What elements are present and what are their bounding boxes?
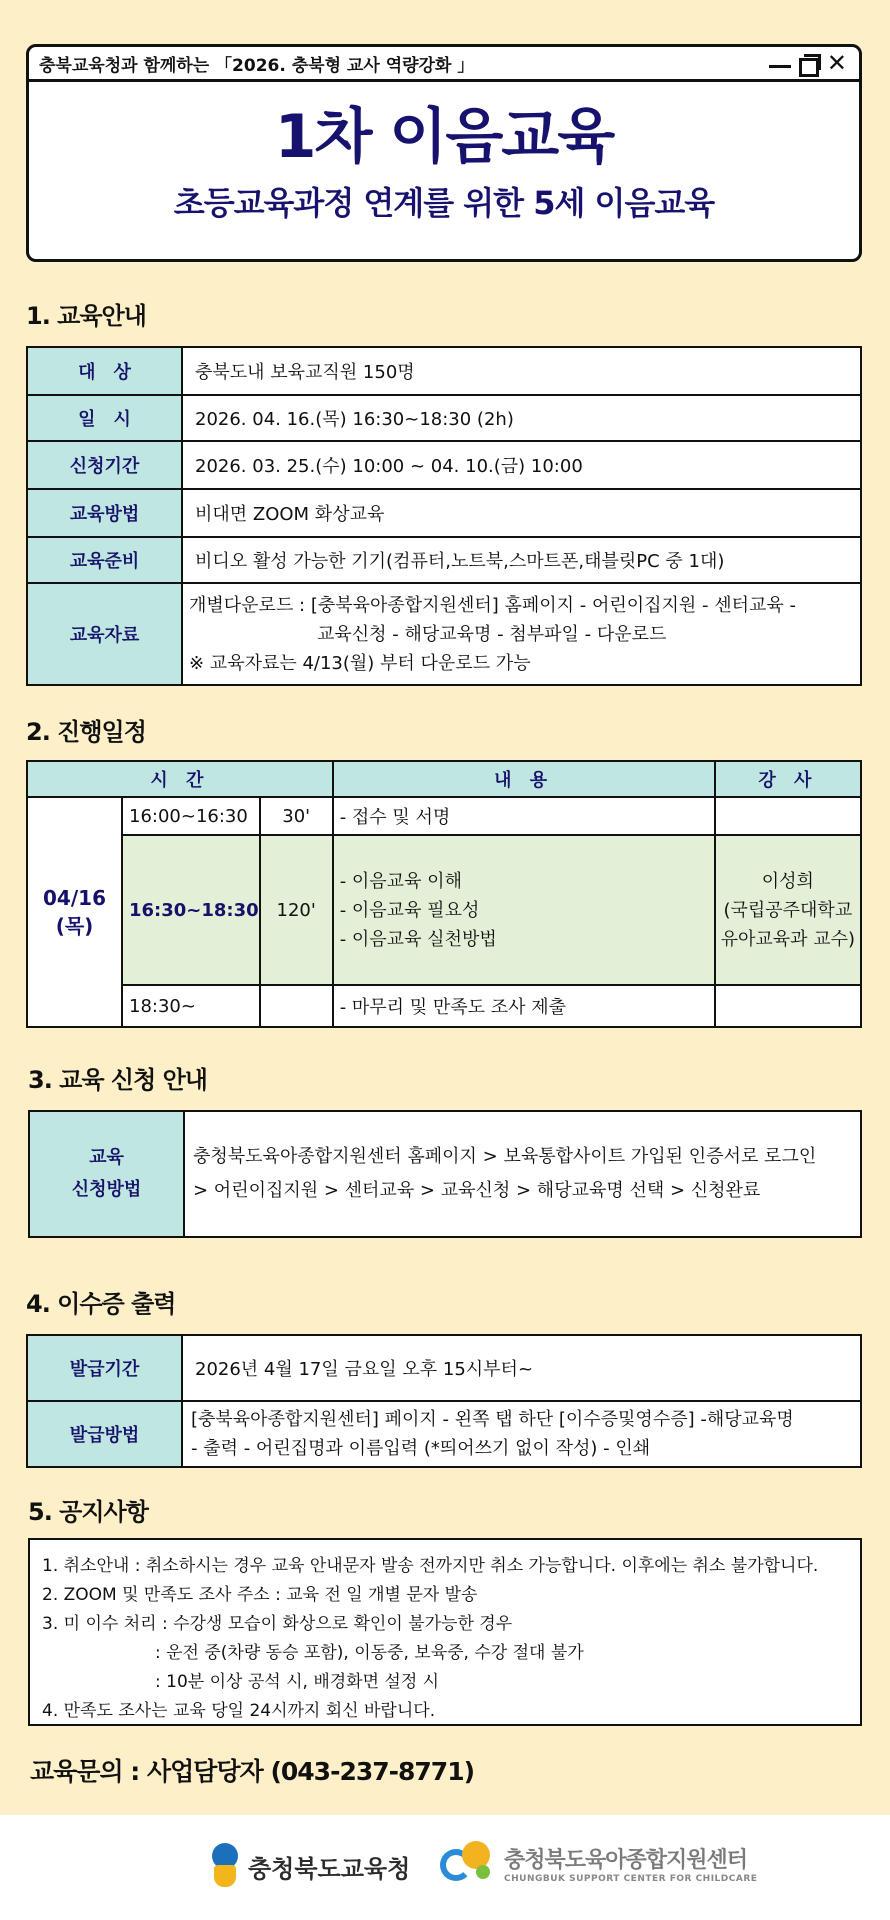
content-cell: - 마무리 및 만족도 조사 제출 bbox=[333, 985, 715, 1027]
notice-line: 1. 취소안내 : 취소하시는 경우 교육 안내문자 발송 전까지만 취소 가능합니다. 이후에는 취소 불가합니다. bbox=[42, 1556, 819, 1576]
table-row bbox=[27, 797, 861, 835]
table-row bbox=[27, 1401, 861, 1467]
section-heading-certificate: 4. 이수증 출력 bbox=[26, 1290, 176, 1318]
certificate-value bbox=[182, 1401, 861, 1467]
table-row bbox=[27, 395, 861, 441]
duration-cell: 120' bbox=[260, 835, 333, 985]
lecturer-name: 이성희 bbox=[761, 870, 814, 892]
material-line: 개별다운로드 : [충북육아종합지원센터] 홈페이지 - 어린이집지원 - 센터교육 - bbox=[189, 594, 797, 616]
time-cell: 16:00~16:30 bbox=[122, 797, 260, 835]
apply-step-line: 충청북도육아종합지원센터 홈페이지 > 보육통합사이트 가입된 인증서로 로그인 bbox=[193, 1146, 817, 1167]
day-value: (목) bbox=[55, 914, 94, 938]
apply-label-line: 교육 bbox=[89, 1147, 124, 1168]
maximize-icon bbox=[799, 54, 819, 72]
title-window bbox=[26, 44, 862, 262]
info-table bbox=[26, 346, 862, 686]
minimize-icon bbox=[769, 65, 791, 68]
childcare-center-logo bbox=[440, 1841, 757, 1885]
certificate-label: 발급기간 bbox=[27, 1335, 182, 1401]
certificate-method-line: - 출력 - 어린집명과 이름입력 (*띄어쓰기 없이 작성) - 인쇄 bbox=[191, 1438, 651, 1459]
education-office-emblem-icon bbox=[208, 1843, 242, 1889]
table-row bbox=[29, 1111, 861, 1237]
info-label: 일 시 bbox=[27, 395, 182, 441]
certificate-label: 발급방법 bbox=[27, 1401, 182, 1467]
content-cell: - 접수 및 서명 bbox=[333, 797, 715, 835]
window-controls bbox=[769, 49, 847, 77]
section-heading-apply: 3. 교육 신청 안내 bbox=[28, 1066, 207, 1094]
notice-line: : 운전 중(차량 동승 포함), 이동중, 보육중, 수강 절대 불가 bbox=[155, 1643, 584, 1663]
content-line: - 이음교육 실천방법 bbox=[339, 928, 497, 950]
info-label: 신청기간 bbox=[27, 441, 182, 489]
apply-table bbox=[28, 1110, 862, 1238]
info-value: 2026. 03. 25.(수) 10:00 ~ 04. 10.(금) 10:00 bbox=[182, 441, 861, 489]
childcare-center-wordmark bbox=[504, 1843, 757, 1884]
time-cell: 16:30~18:30 bbox=[122, 835, 260, 985]
lecturer-cell bbox=[715, 985, 861, 1027]
info-value: 비디오 활성 가능한 기기(컴퓨터,노트북,스마트폰,태블릿PC 중 1대) bbox=[182, 537, 861, 583]
certificate-value: 2026년 4월 17일 금요일 오후 15시부터~ bbox=[182, 1335, 861, 1401]
time-cell: 18:30~ bbox=[122, 985, 260, 1027]
footer bbox=[0, 1815, 890, 1920]
lecturer-cell bbox=[715, 797, 861, 835]
info-value: 2026. 04. 16.(목) 16:30~18:30 (2h) bbox=[182, 395, 861, 441]
content-cell bbox=[333, 835, 715, 985]
schedule-table bbox=[26, 760, 862, 1028]
apply-step-line: > 어린이집지원 > 센터교육 > 교육신청 > 해당교육명 선택 > 신청완료 bbox=[193, 1180, 761, 1201]
info-label: 교육준비 bbox=[27, 537, 182, 583]
close-icon: ✕ bbox=[826, 49, 847, 77]
table-row bbox=[27, 441, 861, 489]
notice-line: 2. ZOOM 및 만족도 조사 주소 : 교육 전 일 개별 문자 발송 bbox=[42, 1585, 478, 1605]
apply-label bbox=[29, 1111, 184, 1237]
duration-cell: 30' bbox=[260, 797, 333, 835]
content-line: - 이음교육 필요성 bbox=[339, 899, 480, 921]
page-subtitle: 초등교육과정 연계를 위한 5세 이음교육 bbox=[173, 184, 715, 222]
notice-line: : 10분 이상 공석 시, 배경화면 설정 시 bbox=[155, 1672, 440, 1692]
header-time: 시 간 bbox=[27, 761, 333, 797]
notice-box bbox=[28, 1538, 862, 1726]
education-office-name: 충청북도교육청 bbox=[248, 1854, 411, 1883]
material-line: 교육신청 - 해당교육명 - 첨부파일 - 다운로드 bbox=[317, 623, 667, 645]
section-heading-notice: 5. 공지사항 bbox=[28, 1498, 148, 1526]
table-row bbox=[27, 1335, 861, 1401]
childcare-center-english-name: CHUNGBUK SUPPORT CENTER FOR CHILDCARE bbox=[504, 1873, 758, 1884]
table-row bbox=[27, 985, 861, 1027]
window-bar-title: 충북교육청과 함께하는 「2026. 충북형 교사 역량강화 」 bbox=[39, 55, 475, 76]
table-row bbox=[27, 583, 861, 685]
certificate-method-line: [충북육아종합지원센터] 페이지 - 왼쪽 탭 하단 [이수증및영수증] -해당교육명 bbox=[191, 1409, 794, 1430]
table-row bbox=[27, 835, 861, 985]
content-line: - 이음교육 이해 bbox=[339, 870, 462, 892]
table-header-row bbox=[27, 761, 861, 797]
lecturer-cell bbox=[715, 835, 861, 985]
window-title-bar bbox=[29, 47, 859, 82]
page-title: 1차 이음교육 bbox=[274, 102, 614, 172]
lecturer-affiliation: 유아교육과 교수) bbox=[720, 928, 856, 950]
apply-value bbox=[184, 1111, 861, 1237]
apply-label-line: 신청방법 bbox=[71, 1179, 142, 1200]
education-office-logo bbox=[208, 1843, 410, 1889]
table-row bbox=[27, 537, 861, 583]
info-value: 충북도내 보육교직원 150명 bbox=[182, 347, 861, 395]
notice-line: 4. 만족도 조사는 교육 당일 24시까지 회신 바랍니다. bbox=[42, 1701, 436, 1721]
section-heading-info: 1. 교육안내 bbox=[26, 302, 146, 330]
certificate-table bbox=[26, 1334, 862, 1468]
lecturer-affiliation: (국립공주대학교 bbox=[723, 899, 853, 921]
inquiry-contact: 교육문의 : 사업담당자 (043-237-8771) bbox=[30, 1757, 475, 1786]
info-value-material bbox=[182, 583, 861, 685]
info-label: 대 상 bbox=[27, 347, 182, 395]
schedule-date bbox=[27, 797, 122, 1027]
header-content: 내 용 bbox=[333, 761, 715, 797]
table-row bbox=[27, 347, 861, 395]
date-value: 04/16 bbox=[43, 886, 106, 910]
notice-line: 3. 미 이수 처리 : 수강생 모습이 화상으로 확인이 불가능한 경우 bbox=[42, 1614, 513, 1634]
childcare-center-emblem-icon bbox=[440, 1841, 496, 1885]
info-value: 비대면 ZOOM 화상교육 bbox=[182, 489, 861, 537]
duration-cell bbox=[260, 985, 333, 1027]
header-lecturer: 강 사 bbox=[715, 761, 861, 797]
table-row bbox=[27, 489, 861, 537]
childcare-center-name: 충청북도육아종합지원센터 bbox=[504, 1847, 748, 1873]
section-heading-schedule: 2. 진행일정 bbox=[26, 718, 146, 746]
info-label: 교육자료 bbox=[27, 583, 182, 685]
info-label: 교육방법 bbox=[27, 489, 182, 537]
material-note: ※ 교육자료는 4/13(월) 부터 다운로드 가능 bbox=[189, 652, 531, 674]
